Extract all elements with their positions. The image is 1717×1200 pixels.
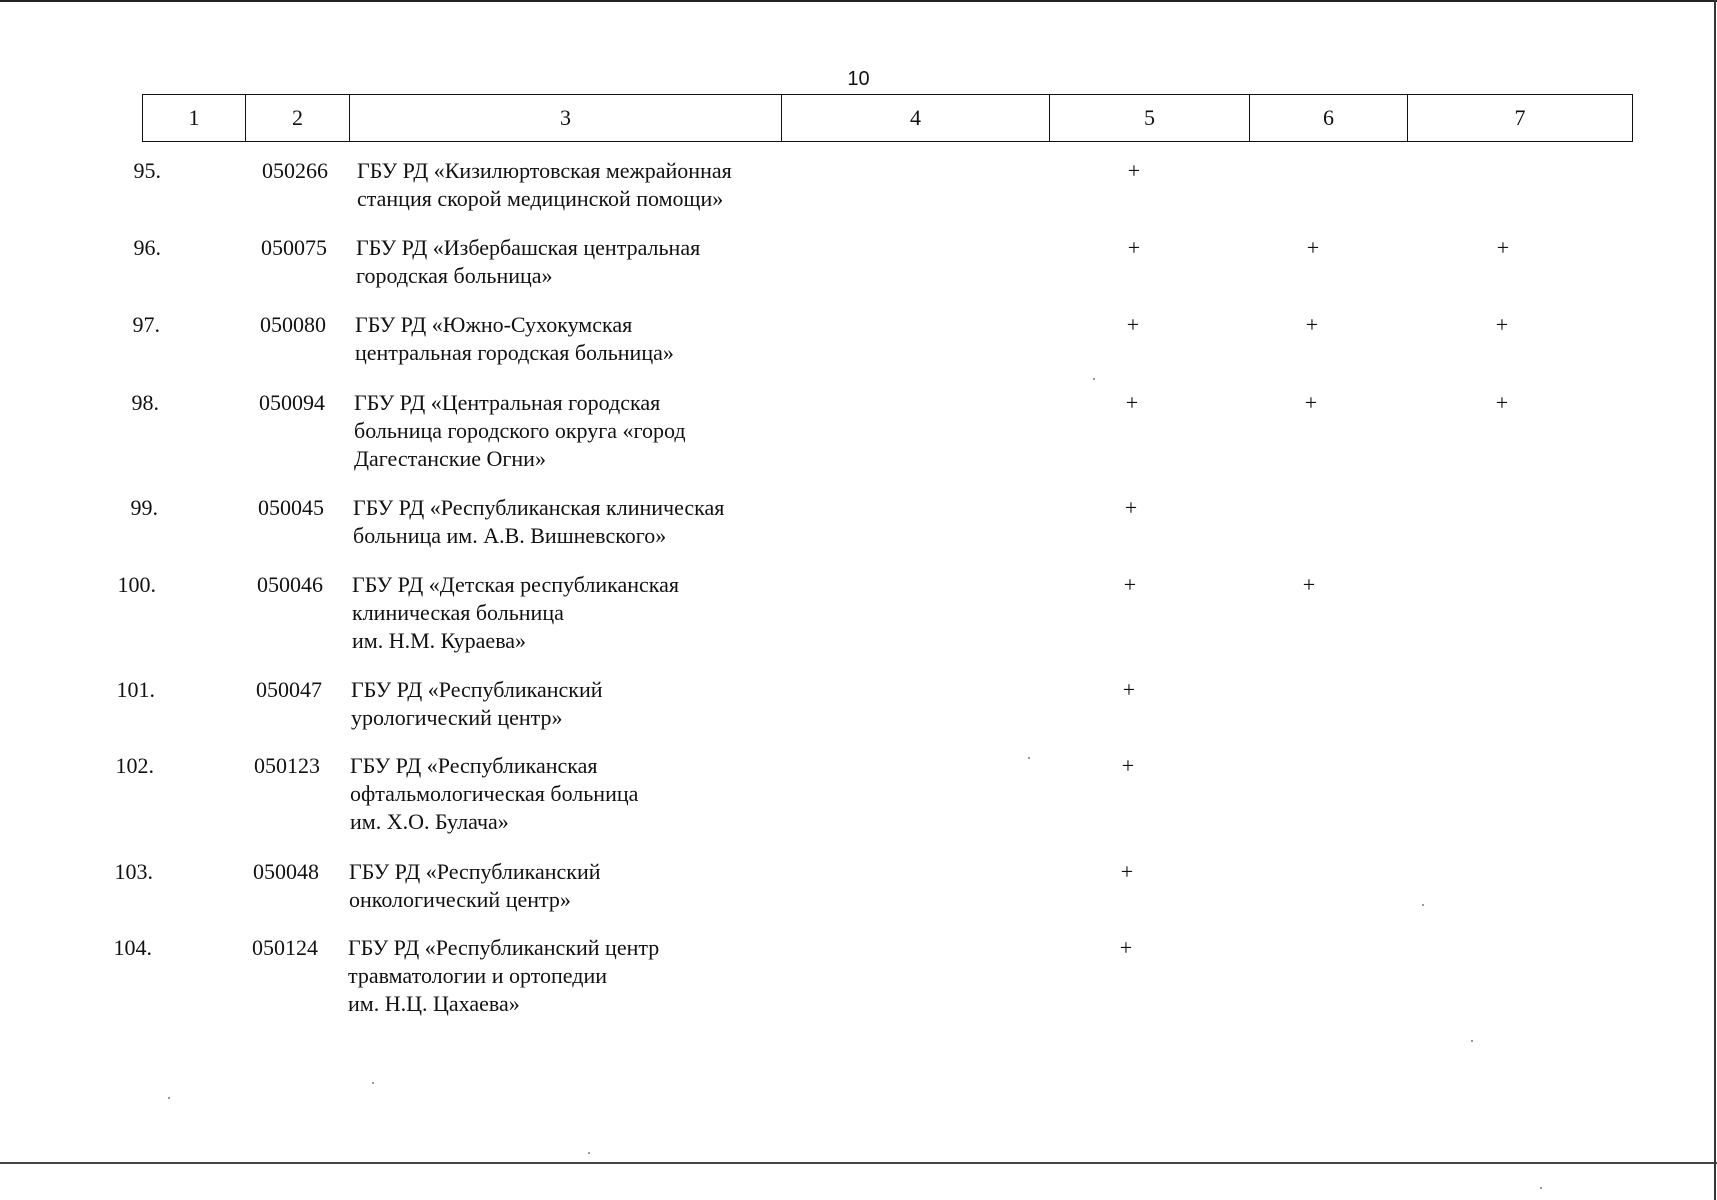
column-header-7: 7 [1408, 95, 1633, 142]
organization-name [352, 571, 792, 655]
column-header-3: 3 [350, 95, 782, 142]
scan-speck [1422, 904, 1424, 906]
organization-name-line: им. Х.О. Булача» [350, 809, 509, 834]
organization-code: 050047 [256, 677, 322, 702]
row-number: 104. [113, 935, 152, 960]
organization-name-line: клиническая больница [352, 600, 564, 625]
mark-col-7: + [1495, 390, 1509, 415]
organization-code: 050124 [252, 935, 318, 960]
mark-col-5: + [1122, 677, 1136, 702]
organization-code: 050080 [260, 312, 326, 337]
organization-name-line: ГБУ РД «Республиканская [350, 753, 598, 778]
organization-name-line: им. Н.М. Кураева» [352, 628, 527, 653]
organization-name [353, 494, 793, 550]
scan-speck [588, 1152, 590, 1154]
organization-name-line: ГБУ РД «Республиканская клиническая [353, 495, 725, 520]
organization-code: 050046 [257, 572, 323, 597]
mark-col-5: + [1127, 235, 1141, 260]
organization-code: 050048 [253, 859, 319, 884]
organization-name-line: Дагестанские Огни» [354, 446, 546, 471]
mark-col-7: + [1495, 312, 1509, 337]
organization-name-line: больница им. А.В. Вишневского» [353, 523, 667, 548]
organization-name [354, 389, 794, 473]
organization-name-line: ГБУ РД «Избербашская центральная [356, 235, 701, 260]
organization-name-line: ГБУ РД «Республиканский [349, 859, 601, 884]
row-number: 98. [131, 390, 159, 415]
organization-code: 050094 [259, 390, 325, 415]
organization-name-line: ГБУ РД «Детская республиканская [352, 572, 680, 597]
organization-name-line: травматологии и ортопедии [348, 963, 608, 988]
column-header-6: 6 [1250, 95, 1408, 142]
organization-code: 050266 [262, 158, 328, 183]
scan-speck [372, 1082, 374, 1084]
mark-col-6: + [1306, 235, 1320, 260]
row-number: 102. [115, 753, 154, 778]
organization-name-line: ГБУ РД «Республиканский центр [348, 935, 660, 960]
organization-name [349, 858, 789, 914]
row-number: 99. [130, 495, 158, 520]
page-number: 10 [847, 68, 870, 90]
mark-col-5: + [1119, 935, 1133, 960]
organization-code: 050075 [261, 235, 327, 260]
row-number: 97. [132, 312, 160, 337]
mark-col-5: + [1126, 312, 1140, 337]
organization-name-line: им. Н.Ц. Цахаева» [348, 991, 520, 1016]
organization-name-line: ГБУ РД «Кизилюртовская межрайонная [357, 158, 732, 183]
organization-name [351, 676, 791, 732]
organization-name [357, 157, 797, 213]
scan-speck [1093, 378, 1095, 380]
organization-name-line: больница городского округа «город [354, 418, 686, 443]
organization-name-line: онкологический центр» [349, 887, 571, 912]
organization-code: 050045 [258, 495, 324, 520]
column-header-5: 5 [1050, 95, 1250, 142]
mark-col-5: + [1124, 495, 1138, 520]
row-number: 103. [114, 859, 153, 884]
organization-code: 050123 [254, 753, 320, 778]
organization-name-line: офтальмологическая больница [350, 781, 639, 806]
mark-col-6: + [1305, 312, 1319, 337]
column-header-1: 1 [143, 95, 246, 142]
scan-speck [1471, 1040, 1473, 1042]
organization-name-line: урологический центр» [351, 705, 563, 730]
row-number: 101. [116, 677, 155, 702]
mark-col-5: + [1123, 572, 1137, 597]
organization-name-line: ГБУ РД «Республиканский [351, 677, 603, 702]
scan-speck [1028, 757, 1030, 759]
mark-col-5: + [1125, 390, 1139, 415]
mark-col-6: + [1302, 572, 1316, 597]
column-header-4: 4 [782, 95, 1050, 142]
mark-col-7: + [1496, 235, 1510, 260]
organization-name-line: ГБУ РД «Южно-Сухокумская [355, 312, 633, 337]
scan-speck [168, 1097, 170, 1099]
organization-name [355, 311, 795, 367]
organization-name-line: центральная городская больница» [355, 340, 674, 365]
mark-col-5: + [1127, 158, 1141, 183]
column-header-2: 2 [246, 95, 350, 142]
mark-col-5: + [1121, 753, 1135, 778]
mark-col-6: + [1304, 390, 1318, 415]
organization-name-line: городская больница» [356, 263, 553, 288]
organization-name [348, 934, 788, 1018]
organization-name [350, 752, 790, 836]
mark-col-5: + [1120, 859, 1134, 884]
organization-name-line: станция скорой медицинской помощи» [357, 186, 724, 211]
organization-name-line: ГБУ РД «Центральная городская [354, 390, 661, 415]
scan-speck [1540, 1187, 1542, 1189]
organization-name [356, 234, 796, 290]
row-number: 95. [133, 158, 161, 183]
row-number: 100. [117, 572, 156, 597]
row-number: 96. [133, 235, 161, 260]
